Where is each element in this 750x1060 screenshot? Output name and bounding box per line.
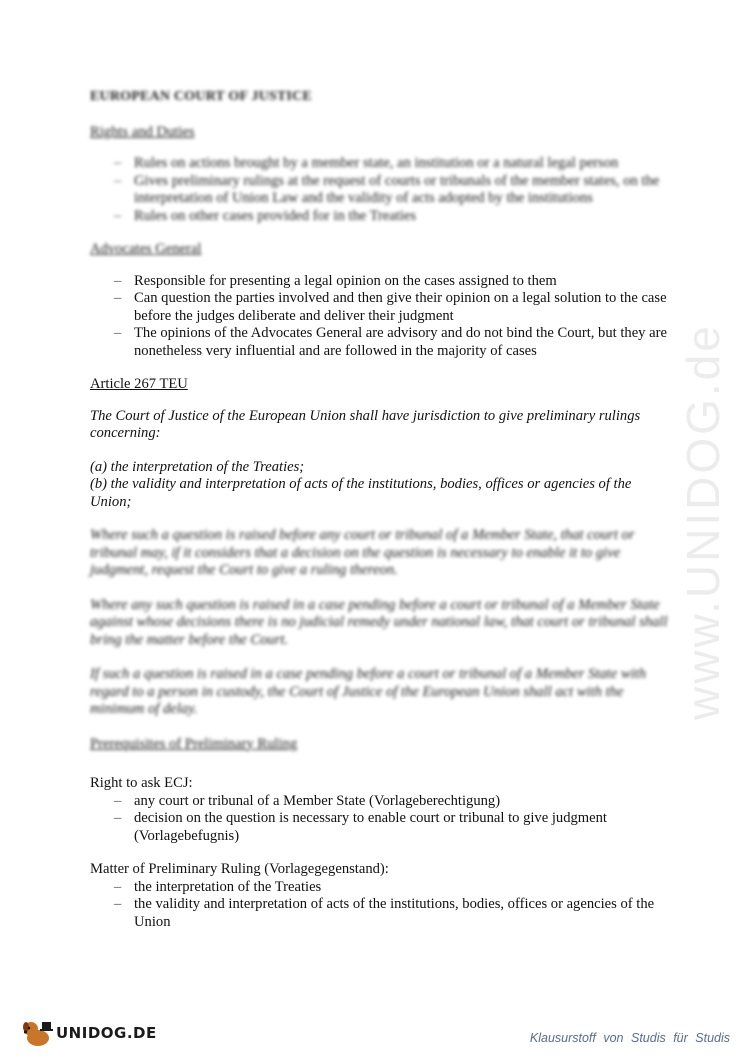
list-item: – Responsible for presenting a legal opinion on the cases assigned to them xyxy=(114,273,670,291)
list-item: – Rules on other cases provided for in the Treaties xyxy=(114,208,670,226)
article-point-b: (b) the validity and interpretation of acts of the institutions, bodies, offices or agencies of the Union; xyxy=(90,476,632,510)
section-heading-advocates: Advocates General xyxy=(90,241,202,257)
list-item: – The opinions of the Advocates General are advisory and do not bind the Court, but they are nonetheless very influential and are followed in the majority of cases xyxy=(114,325,670,360)
right-list xyxy=(90,793,670,846)
article-paragraph: If such a question is raised in a case pending before a court or tribunal of a Member State with regard to a person in custody, the Court of Justice of the European Union shall act with the minimum of delay. xyxy=(90,666,646,717)
rights-list xyxy=(90,155,670,225)
list-item: – Gives preliminary rulings at the request of courts or tribunals of the member states, on the interpretation of Union Law and the validity of acts adopted by the institutions xyxy=(114,173,670,208)
list-item: – the interpretation of the Treaties xyxy=(114,879,670,897)
list-item: – the validity and interpretation of acts of the institutions, bodies, offices or agencies of the Union xyxy=(114,896,670,931)
article-paragraph: Where such a question is raised before any court or tribunal of a Member State, that court or tribunal may, if it considers that a decision on the question is necessary to enable it to give judgment, request the Court to give a ruling thereon. xyxy=(90,527,635,578)
right-label: Right to ask ECJ: xyxy=(90,775,193,791)
list-item: – decision on the question is necessary to enable court or tribunal to give judgment (Vorlagebefugnis) xyxy=(114,810,670,845)
matter-list xyxy=(90,879,670,932)
list-item: – Can question the parties involved and then give their opinion on a legal solution to the case before the judges deliberate and deliver their judgment xyxy=(114,290,670,325)
document-body xyxy=(90,88,670,947)
section-heading-rights: Rights and Duties xyxy=(90,123,195,140)
footer-tagline: Klausurstoff von Studis für Studis xyxy=(529,1031,730,1045)
dog-icon xyxy=(20,1018,54,1048)
list-item: – any court or tribunal of a Member State (Vorlageberechtigung) xyxy=(114,793,670,811)
article-intro: The Court of Justice of the European Union shall have jurisdiction to give preliminary rulings concerning: xyxy=(90,407,641,441)
section-heading-prerequisites: Prerequisites of Preliminary Ruling xyxy=(90,735,298,752)
unidog-logo[interactable] xyxy=(20,1018,157,1048)
logo-text: UNIDOG.DE xyxy=(56,1024,157,1042)
article-paragraph: Where any such question is raised in a case pending before a court or tribunal of a Member State against whose decisions there is no judicial remedy under national law, that court or tribunal shall bring the matter before the Court. xyxy=(90,596,668,648)
matter-label: Matter of Preliminary Ruling (Vorlagegegenstand): xyxy=(90,861,389,877)
article-points xyxy=(90,459,670,512)
list-item: – Rules on actions brought by a member state, an institution or a natural legal person xyxy=(114,155,670,173)
article-point-a: (a) the interpretation of the Treaties; xyxy=(90,458,305,475)
advocates-list xyxy=(90,273,670,361)
watermark: www.UNIDOG.de xyxy=(677,323,729,720)
section-heading-article: Article 267 TEU xyxy=(90,376,188,392)
document-title: EUROPEAN COURT OF JUSTICE xyxy=(90,89,312,104)
